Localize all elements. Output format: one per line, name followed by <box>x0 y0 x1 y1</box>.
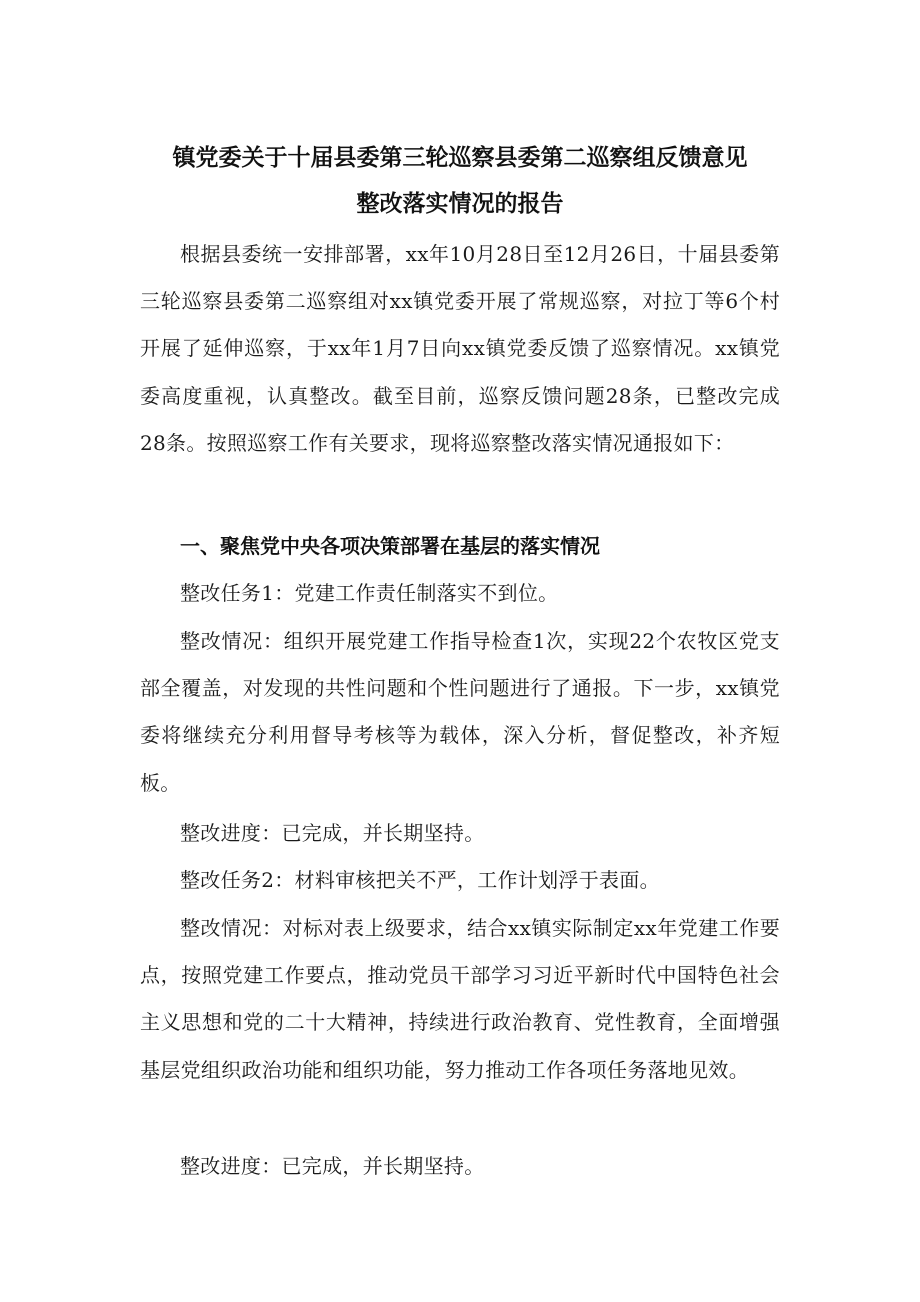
task-1-paragraph: 整改任务1：党建工作责任制落实不到位。 <box>180 581 559 605</box>
task-1-progress-paragraph: 整改进度：已完成，并长期坚持。 <box>180 821 485 845</box>
task-2-situation-paragraph: 整改情况：对标对表上级要求，结合xx镇实际制定xx年党建工作要点，按照党建工作要点，推动党员干部学习习近平新时代中国特色社会主义思想和党的二十大精神，持续进行政治教育、党性教育，全面增强基层党组织政治功能和组织功能，努力推动工作各项任务落地见效。 <box>140 916 780 1082</box>
intro-paragraph: 根据县委统一安排部署，xx年10月28日至12月26日，十届县委第三轮巡察县委第二巡察组对xx镇党委开展了常规巡察，对拉丁等6个村开展了延伸巡察，于xx年1月7日向xx镇党委反馈了巡察情况。xx镇党委高度重视，认真整改。截至目前，巡察反馈问题28条，已整改完成28条。按照巡察工作有关要求，现将巡察整改落实情况通报如下： <box>140 242 780 455</box>
section-heading-1: 一、聚焦党中央各项决策部署在基层的落实情况 <box>180 534 600 558</box>
task-2-progress-paragraph: 整改进度：已完成，并长期坚持。 <box>180 1154 485 1178</box>
task-1-situation-paragraph: 整改情况：组织开展党建工作指导检查1次，实现22个农牧区党支部全覆盖，对发现的共性问题和个性问题进行了通报。下一步，xx镇党委将继续充分利用督导考核等为载体，深入分析，督促整改，补齐短板。 <box>140 629 780 795</box>
document-title-line-2: 整改落实情况的报告 <box>356 191 564 217</box>
document-title-line-1: 镇党委关于十届县委第三轮巡察县委第二巡察组反馈意见 <box>172 145 748 171</box>
task-2-paragraph: 整改任务2：材料审核把关不严，工作计划浮于表面。 <box>180 868 660 892</box>
